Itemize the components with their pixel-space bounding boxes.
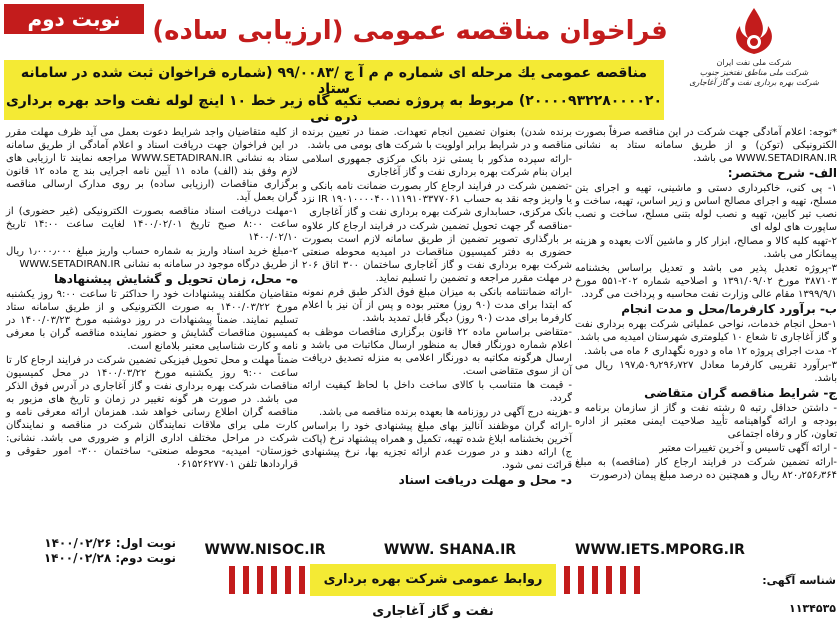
stripes-right xyxy=(560,566,640,594)
notice-paragraph: - داشتن حداقل رتبه ۵ رشته نفت و گاز از سازمان برنامه و بودجه و ارائه گواهینامه تأیید صلاحیت ایمنی معتبر از اداره تعاون، کار و رفاه اجتماعی xyxy=(575,403,837,440)
notice-paragraph: -مناقصه گر جهت تحویل تضمین شرکت در فرایند ارجاع کار علاوه بر بارگذاری تصویر تضمین از طریق سامانه لازم است بصورت حضوری به دفتر کمیسیون مناقصات در امیدیه محوطه صنعتی شرکت بهره برداری نفت و گاز آغاجاری ساختمان ۳۰۰ اتاق ۲۰۶ در مهلت مقرر مراجعه و تضمین را تسلیم نماید. xyxy=(302,221,573,284)
section-heading: ج- شرایط مناقصه گران متقاضی xyxy=(644,386,837,400)
notice-paragraph: - ارائه آگهی تاسیس و آخرین تغییرات معتبر xyxy=(659,443,837,454)
notice-paragraph: -ارائه سپرده مذکور با یستی نزد بانک مرکزی جمهوری اسلامی ایران بنام شرکت بهره برداری نفت و گاز آغاجاری xyxy=(302,154,572,178)
logo-text-3: شرکت بهره برداری نفت و گاز آغاجاری xyxy=(689,78,819,87)
page-title: فراخوان مناقصه عمومی (ارزیابی ساده) xyxy=(152,16,668,46)
notice-paragraph: ۱-محل انجام خدمات، نواحی عملیاتی شرکت بهره برداری نفت و گاز آغاجاری تا شعاع ۱۰ کیلومتری شهرستان امیدیه می باشد. xyxy=(575,319,837,343)
logo-text-2: شرکت ملی مناطق نفتخیز جنوب xyxy=(699,68,809,77)
notice-paragraph: *توجه: اعلام آمادگی جهت شرکت در این مناقصه صرفاً بصورت الکترونیکی (توکن) و از طریق سامانه ستاد به نشانی WWW.SETADIRAN.IR می باشد. xyxy=(575,127,837,164)
notice-paragraph: -متقاضی براساس ماده ۲۲ قانون برگزاری مناقصات موظف به اعلام شماره دورنگار فعال به منظور ارسال مکاتبات می باشد و ارسال هرگونه مکاتبه به دورنگار اعلامی به منزله تصدیق دریافت آن از سوی متقاضی است. xyxy=(302,327,572,377)
second-publish-date: نوبت دوم: ۱۴۰۰/۰۲/۲۸ xyxy=(43,551,176,565)
website-iets[interactable]: WWW.IETS.MPORG.IR xyxy=(575,542,745,558)
section-heading: ه- محل، زمان تحویل و گشایش پیشنهادها xyxy=(53,272,298,286)
notice-paragraph: ۳-پروژه تعدیل پذیر می باشد و تعدیل براساس بخشنامه ۳۸۷۱۰۳ مورخ ۱۳۹۱/۰۹/۰۲ و اصلاحیه شماره ۲۰۲-۵۵۱ مورخ ۱۳۹۹/۹/۱ مقام عالی وزارت نفت محاسبه و پرداخت می گردد. xyxy=(575,263,837,300)
notice-paragraph: ۲-تهیه کلیه کالا و مصالح، ابزار کار و ماشین آلات بعهده و هزینه پیمانکار می باشد. xyxy=(575,236,837,260)
round-badge: نوبت دوم xyxy=(4,4,144,34)
tender-number-line-1: مناقصه عمومی یك مرحله ای شماره م م آ ج /۹۹/۰۰۸۳ (شماره فراخوان ثبت شده در سامانه ستاد xyxy=(20,65,648,97)
tender-number-line-2: ۲۰۰۰۰۹۳۲۲۸۰۰۰۰۲۰) مربوط به پروژه نصب تکیه گاه زیر خط ۱۰ اینچ لوله نفت واحد بهره برداری دره نی xyxy=(5,93,663,125)
public-relations-bar: روابط عمومی شرکت بهره برداری نفت و گاز آغاجاری xyxy=(310,564,556,596)
website-nisoc[interactable]: WWW.NISOC.IR xyxy=(204,542,326,558)
notice-paragraph: ۲-مبلغ خرید اسناد واریز به شماره حساب واریز مبلغ ۱٫۰۰۰٫۰۰۰ ریال از طریق درگاه موجود در سامانه به نشانی WWW.SETADIRAN.IR xyxy=(6,246,298,270)
nioc-flame-icon xyxy=(724,6,784,58)
notice-paragraph: برنده شدن) بعنوان تضمین انجام تعهدات. ضمنا در تعیین برنده مناقصه و در شرایط برابر اولویت با شرکت های بومی می باشد. xyxy=(302,127,572,151)
notice-paragraph: ۱- پی کنی، خاکبرداری دستی و ماشینی، تهیه و اجرای بتن مسلح، تهیه و اجرای مصالح اساس و زیر اساس، تهیه، ساخت و نصب تیر کابین، تهیه و نصب لوله بتنی مسلح، ساخت و نصب ساپورت های لوله ای xyxy=(575,183,837,233)
ad-number: شناسه آگهی: ۱۱۳۴۵۳۵ xyxy=(762,574,836,615)
notice-paragraph: -هزینه درج آگهی در روزنامه ها بعهده برنده مناقصه می باشد. xyxy=(318,407,572,418)
notice-paragraph: -ارائه ضمانتنامه بانکی به میزان مبلغ فوق الذکر طبق فرم نمونه که ابتدا برای مدت (۹۰ روز) معتبر بوده و پس از آن نیز با اعلام کارفرما برای مدت (۹۰ روز) دیگر قابل تمدید باشد. xyxy=(302,287,572,324)
column-middle xyxy=(302,126,572,536)
notice-paragraph: ۱-مهلت دریافت اسناد مناقصه بصورت الکترونیکی (غیر حضوری) از ساعت ۸:۰۰ صبح تاریخ ۱۴۰۰/۰۲/۰۱ لغایت ساعت ۱۴:۰۰ تاریخ ۱۴۰۰/۰۲/۱۰ xyxy=(6,206,299,243)
notice-paragraph: -تضمین شرکت در فرایند ارجاع کار بصورت ضمانت نامه بانکی و یا واریز وجه نقد به حساب ۱۹۰۱۰۰۰۰۴۰۰۱۱۱۹۱۰۳۳۷۷۰۶۱ IR نزد بانک مرکزی، حسابداری شرکت بهره برداری نفت و گاز آغاجاری xyxy=(302,181,572,218)
publish-dates xyxy=(6,536,176,566)
column-right xyxy=(575,126,837,536)
website-shana[interactable]: WWW. SHANA.IR xyxy=(383,542,517,558)
stripes-left xyxy=(225,566,305,594)
first-publish-date: نوبت اول: ۱۴۰۰/۰۲/۲۶ xyxy=(44,536,176,550)
notice-paragraph: -ارائه گران موظفند آنالیز بهای مبلغ پیشنهادی خود را براساس آخرین بخشنامه ابلاغ شده تهیه، تکمیل و همراه پیشنهاد نرخ (پاکت ج) ارائه دهند و در صورت عدم ارائه تجزیه بها، نرخ پیشنهادی قرائت نمی شود. xyxy=(302,421,572,471)
notice-paragraph: ضمناً مهلت و محل تحویل فیزیکی تضمین شرکت در فرایند ارجاع کار تا ساعت ۹:۰۰ روز یکشنبه مورخ ۱۴۰۰/۰۳/۲۲ در محل کمیسیون مناقصات شرکت بهره برداری نفت و گاز آغاجاری در آدرس فوق الذکر می باشد. در صورت هر گونه تغییر در زمان و تاریخ های مزبور به مناقصه گران اطلاع رسانی خواهد شد. همزمان ارائه معرفی نامه و کارت ملی برای ملاقات نمایندگان شرکت در مناقصه و نمایندگان شرکت در مراحل مختلف اداری الزام و ضروری می باشد. نشانی: خوزستان- امیدیه- محوطه صنعتی- ساختمان ۳۰۰- امور حقوقی و قراردادها تلفن ۰۶۱۵۲۶۲۷۷۰۱ xyxy=(6,355,298,470)
notice-paragraph: ۳-برآورد تقریبی کارفرما معادل ۱۹۷٫۵۰۹٫۲۹۶٫۷۲۷ ریال می باشد. xyxy=(575,360,837,384)
notice-paragraph: از کلیه متقاضیان واجد شرایط دعوت بعمل می آید ظرف مهلت مقرر در این فراخوان جهت دریافت اسناد و اعلام آمادگی از طریق سامانه ستاد به نشانی WWW.SETADIRAN.IR مراجعه نمایند تا ارزیابی های لازم وفق بند (الف) ماده ۱۱ آیین نامه اجرایی بند ج ماده ۱۲ قانون برگزاری مناقصات (ارزیابی ساده) بر روی مدارک ارسالی مناقصه گران بعمل آید. xyxy=(6,127,299,203)
tender-number-band xyxy=(4,60,664,125)
notice-paragraph: -ارائه تضمین شرکت در فرایند ارجاع کار (مناقصه) به مبلغ ۸۲۰٫۲۵۶٫۳۶۴ ریال و همچنین ده درصد مبلغ پیمان (درصورت xyxy=(575,457,837,481)
notice-paragraph: متقاضیان مکلفند پیشنهادات خود را حداکثر تا ساعت ۹:۰۰ روز یکشنبه مورخ ۱۴۰۰/۰۳/۲۲ به صورت الکترونیکی و از طریق سامانه ستاد تسلیم نمایند. ضمناً پیشنهادات در روز دوشنبه مورخ ۱۴۰۰/۰۳/۲۳ در کمیسیون مناقصات گشایش و حضور نماینده مناقصه گران با معرفی نامه و کارت شناسایی معتبر بلامانع است. xyxy=(6,289,299,352)
company-logo xyxy=(668,6,840,96)
section-heading: الف- شرح مختصر: xyxy=(727,166,837,180)
notice-paragraph: ۲- مدت اجرای پروژه ۱۲ ماه و دوره نگهداری ۶ ماه می باشد. xyxy=(584,346,837,357)
section-heading: ب- برآورد کارفرما/محل و مدت انجام xyxy=(621,302,837,316)
notice-paragraph: - قیمت ها متناسب با کالای ساخت داخل با لحاظ کیفیت ارائه گردد. xyxy=(302,380,572,404)
section-heading: د- محل و مهلت دریافت اسناد xyxy=(398,473,572,487)
logo-text-1: شرکت ملی نفت ایران xyxy=(716,58,792,67)
column-left xyxy=(6,126,298,536)
